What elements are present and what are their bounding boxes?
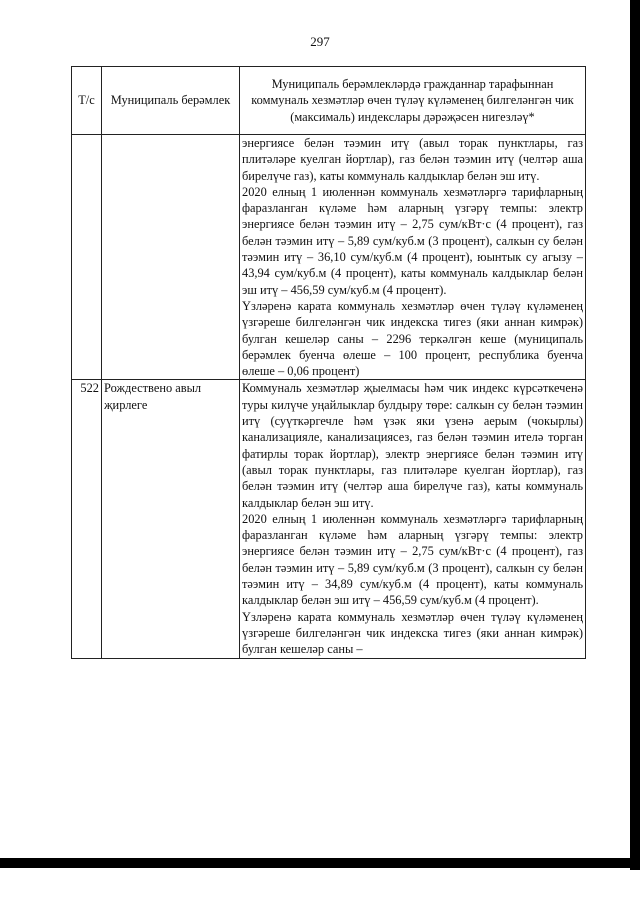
paragraph: Үзләренә карата коммуналь хезмәтләр өчен түләү күләменең үзгәреше билгеләнгән чик индекска тигез (яки аннан кимрәк) булган кешеләр саны –: [242, 609, 583, 657]
indices-table: [71, 66, 586, 659]
row-number: [72, 135, 102, 380]
page-number: 297: [310, 34, 330, 49]
header-justification: Муниципаль берәмлекләрдә гражданнар тарафыннан коммуналь хезмәтләр өчен түләү күләменең билгеләнгән чик (максималь) индекслары дәрәҗәсен нигезләү*: [240, 67, 586, 135]
scan-border-right: [630, 0, 640, 870]
table-header-row: [72, 67, 586, 135]
paragraph: 2020 елның 1 июленнән коммуналь хезмәтләргә тарифларның фаразланган күләме һәм аларның үзгәрү темпы: электр энергиясе белән тәэмин итү – 2,75 сум/кВт·с (4 процент), газ белән тәэмин итү – 5,89 сум/куб.м (3 процент), салкын су белән тәэмин итү – 34,89 сум/куб.м (4 процент), каты коммуналь калдыклар белән эш итү – 456,59 сум/куб.м (4 процент).: [242, 511, 583, 608]
paragraph: 2020 елның 1 июленнән коммуналь хезмәтләргә тарифларның фаразланган күләме һәм аларның үзгәрү темпы: электр энергиясе белән тәэмин итү – 2,75 сум/кВт·с (4 процент), газ белән тәэмин итү – 5,89 сум/куб.м (3 процент), салкын су белән тәэмин итү – 36,10 сум/куб.м (4 процент), юынтык су агызу – 43,94 сум/куб.м (4 процент), каты коммуналь калдыклар белән эш итү – 456,59 сум/куб.м (4 процент).: [242, 184, 583, 297]
table-row: [72, 135, 586, 380]
header-municipality: Муниципаль берәмлек: [102, 67, 240, 135]
header-number: Т/с: [72, 67, 102, 135]
paragraph: энергиясе белән тәэмин итү (авыл торак пунктлары, газ плитәләре куелган йортлар), газ белән тәэмин итү (челтәр аша бирелүче газ), каты коммуналь калдыклар белән эш итү.: [242, 136, 583, 183]
table-row: [72, 380, 586, 658]
scan-border-bottom: [0, 858, 640, 868]
row-number: 522: [72, 380, 102, 658]
row-justification: [240, 135, 586, 380]
row-municipality: [102, 135, 240, 380]
row-justification: [240, 380, 586, 658]
row-municipality: Рождествено авыл җирлеге: [102, 380, 240, 658]
paragraph: Коммуналь хезмәтләр җыелмасы һәм чик индекс күрсәткеченә туры килүче уңайлыклар булдыру төре: салкын су белән тәэмин итү (суүткәргечле һәм үзәк яки үзенә аерым (чокырлы) канализацияле, канализациясез, газ белән тәэмин ителә торган фатирлы торак йортлар), электр энергиясе белән тәэмин итү (авыл торак пунктлары, газ плитәләре куелган йортлар), газ белән тәэмин итү (челтәр аша бирелүче газ), каты коммуналь калдыклар белән эш итү.: [242, 381, 583, 510]
paragraph: Үзләренә карата коммуналь хезмәтләр өчен түләү күләменең үзгәреше билгеләнгән чик индекска тигез (яки аннан кимрәк) булган кешеләр саны – 2296 теркәлгән кеше (муниципаль берәмлек буенча өлеше – 100 процент, республика буенча өлеше – 0,06 процент): [242, 298, 583, 379]
